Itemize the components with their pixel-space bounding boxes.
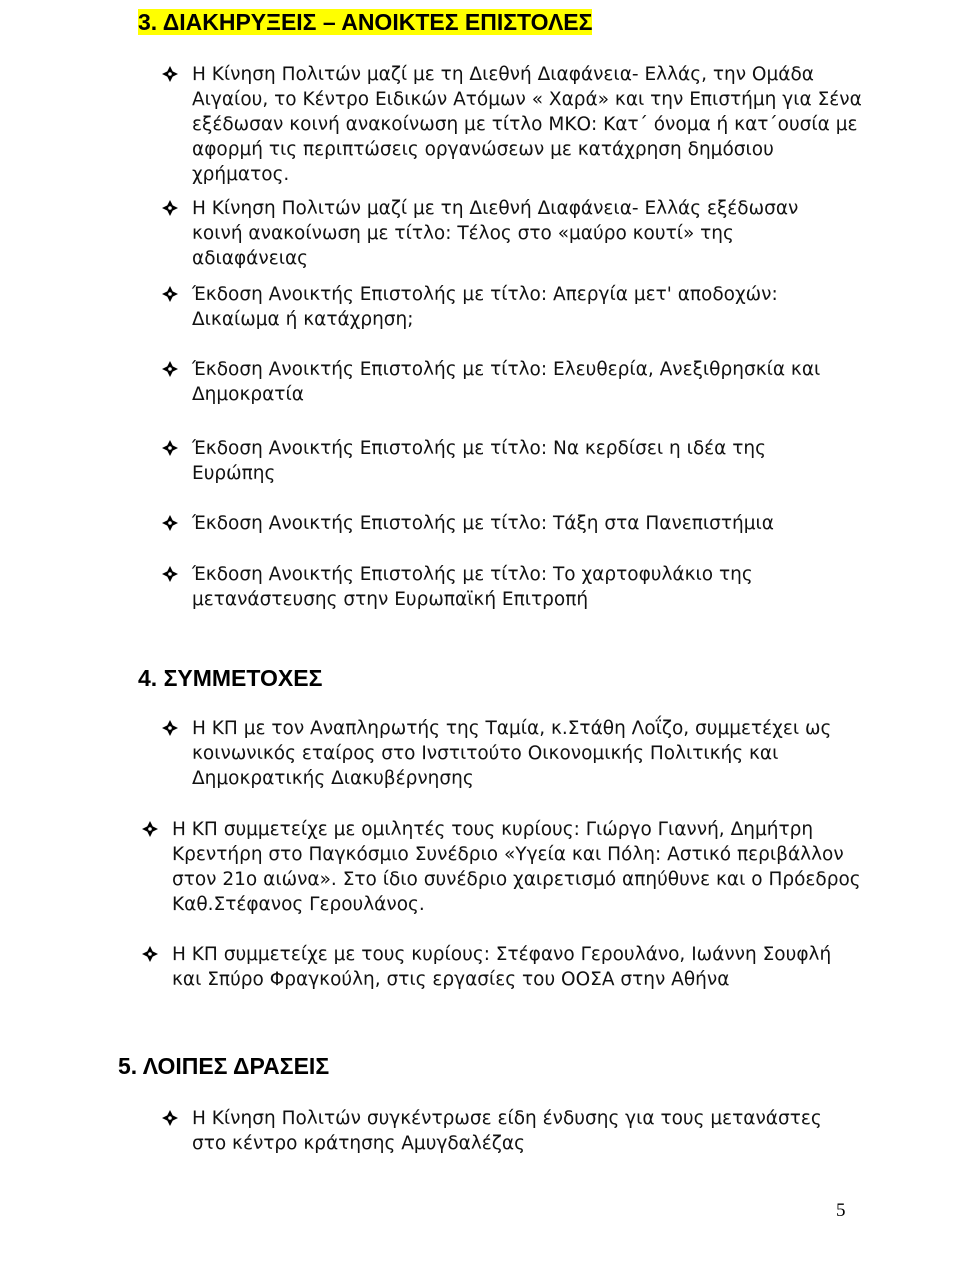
diamond-bullet-icon [162,566,180,584]
list-item: Η Κίνηση Πολιτών μαζί με τη Διεθνή Διαφάνεια- Ελλάς εξέδωσαν κοινή ανακοίνωση με τίτλο: Τέλος στο «μαύρο κουτί» της αδιαφάνειας [192,196,842,271]
list-item: Η Κίνηση Πολιτών συγκέντρωσε είδη ένδυσης για τους μετανάστες στο κέντρο κράτησης Αμυγδαλέζας [192,1106,852,1156]
diamond-bullet-icon [162,66,180,84]
diamond-bullet-icon [142,946,160,964]
list-item: Έκδοση Ανοικτής Επιστολής με τίτλο: Το χαρτοφυλάκιο της μετανάστευσης στην Ευρωπαϊκή Επιτροπή [192,562,812,612]
diamond-bullet-icon [162,1110,180,1128]
list-item: Η Κίνηση Πολιτών μαζί με τη Διεθνή Διαφάνεια- Ελλάς, την Ομάδα Αιγαίου, το Κέντρο Ειδικών Ατόμων « Χαρά» και την Επιστήμη για Σένα εξέδωσαν κοινή ανακοίνωση με τίτλο ΜΚΟ: Κατ΄ όνομα ή κατ΄ουσία με αφορμή τις περιπτώσεις οργανώσεων με κατάχρηση δημόσιου χρήματος. [192,62,872,187]
list-item: Έκδοση Ανοικτής Επιστολής με τίτλο: Ελευθερία, Ανεξιθρησκία και Δημοκρατία [192,357,842,407]
list-item: Η ΚΠ συμμετείχε με τους κυρίους: Στέφανο Γερουλάνο, Ιωάννη Σουφλή και Σπύρο Φραγκούλη, στις εργασίες του ΟΟΣΑ στην Αθήνα [172,942,862,992]
list-item: Έκδοση Ανοικτής Επιστολής με τίτλο: Να κερδίσει η ιδέα της Ευρώπης [192,436,792,486]
list-item: Η ΚΠ με τον Αναπληρωτής της Ταμία, κ.Στάθη Λοΐζο, συμμετέχει ως κοινωνικός εταίρος στο Ινστιτούτο Οικονομικής Πολιτικής και Δημοκρατικής Διακυβέρνησης [192,716,852,791]
diamond-bullet-icon [162,361,180,379]
diamond-bullet-icon [162,200,180,218]
section-4-heading: 4. ΣΥΜΜΕΤΟΧΕΣ [138,665,323,691]
page-number: 5 [836,1200,846,1221]
diamond-bullet-icon [162,286,180,304]
diamond-bullet-icon [162,440,180,458]
list-item: Η ΚΠ συμμετείχε με ομιλητές τους κυρίους: Γιώργο Γιαννή, Δημήτρη Κρεντήρη στο Παγκόσμιο Συνέδριο «Υγεία και Πόλη: Αστικό περιβάλλον στον 21ο αιώνα». Στο ίδιο συνέδριο χαιρετισμό απηύθυνε και ο Πρόεδρος Καθ.Στέφανος Γερουλάνος. [172,817,862,917]
diamond-bullet-icon [162,720,180,738]
list-item: Έκδοση Ανοικτής Επιστολής με τίτλο: Απεργία μετ' αποδοχών: Δικαίωμα ή κατάχρηση; [192,282,842,332]
section-3-heading: 3. ΔΙΑΚΗΡΥΞΕΙΣ – ΑΝΟΙΚΤΕΣ ΕΠΙΣΤΟΛΕΣ [138,9,593,35]
list-item: Έκδοση Ανοικτής Επιστολής με τίτλο: Τάξη στα Πανεπιστήμια [192,511,842,536]
section-5-heading: 5. ΛΟΙΠΕΣ ΔΡΑΣΕΙΣ [118,1053,330,1079]
diamond-bullet-icon [142,821,160,839]
diamond-bullet-icon [162,515,180,533]
